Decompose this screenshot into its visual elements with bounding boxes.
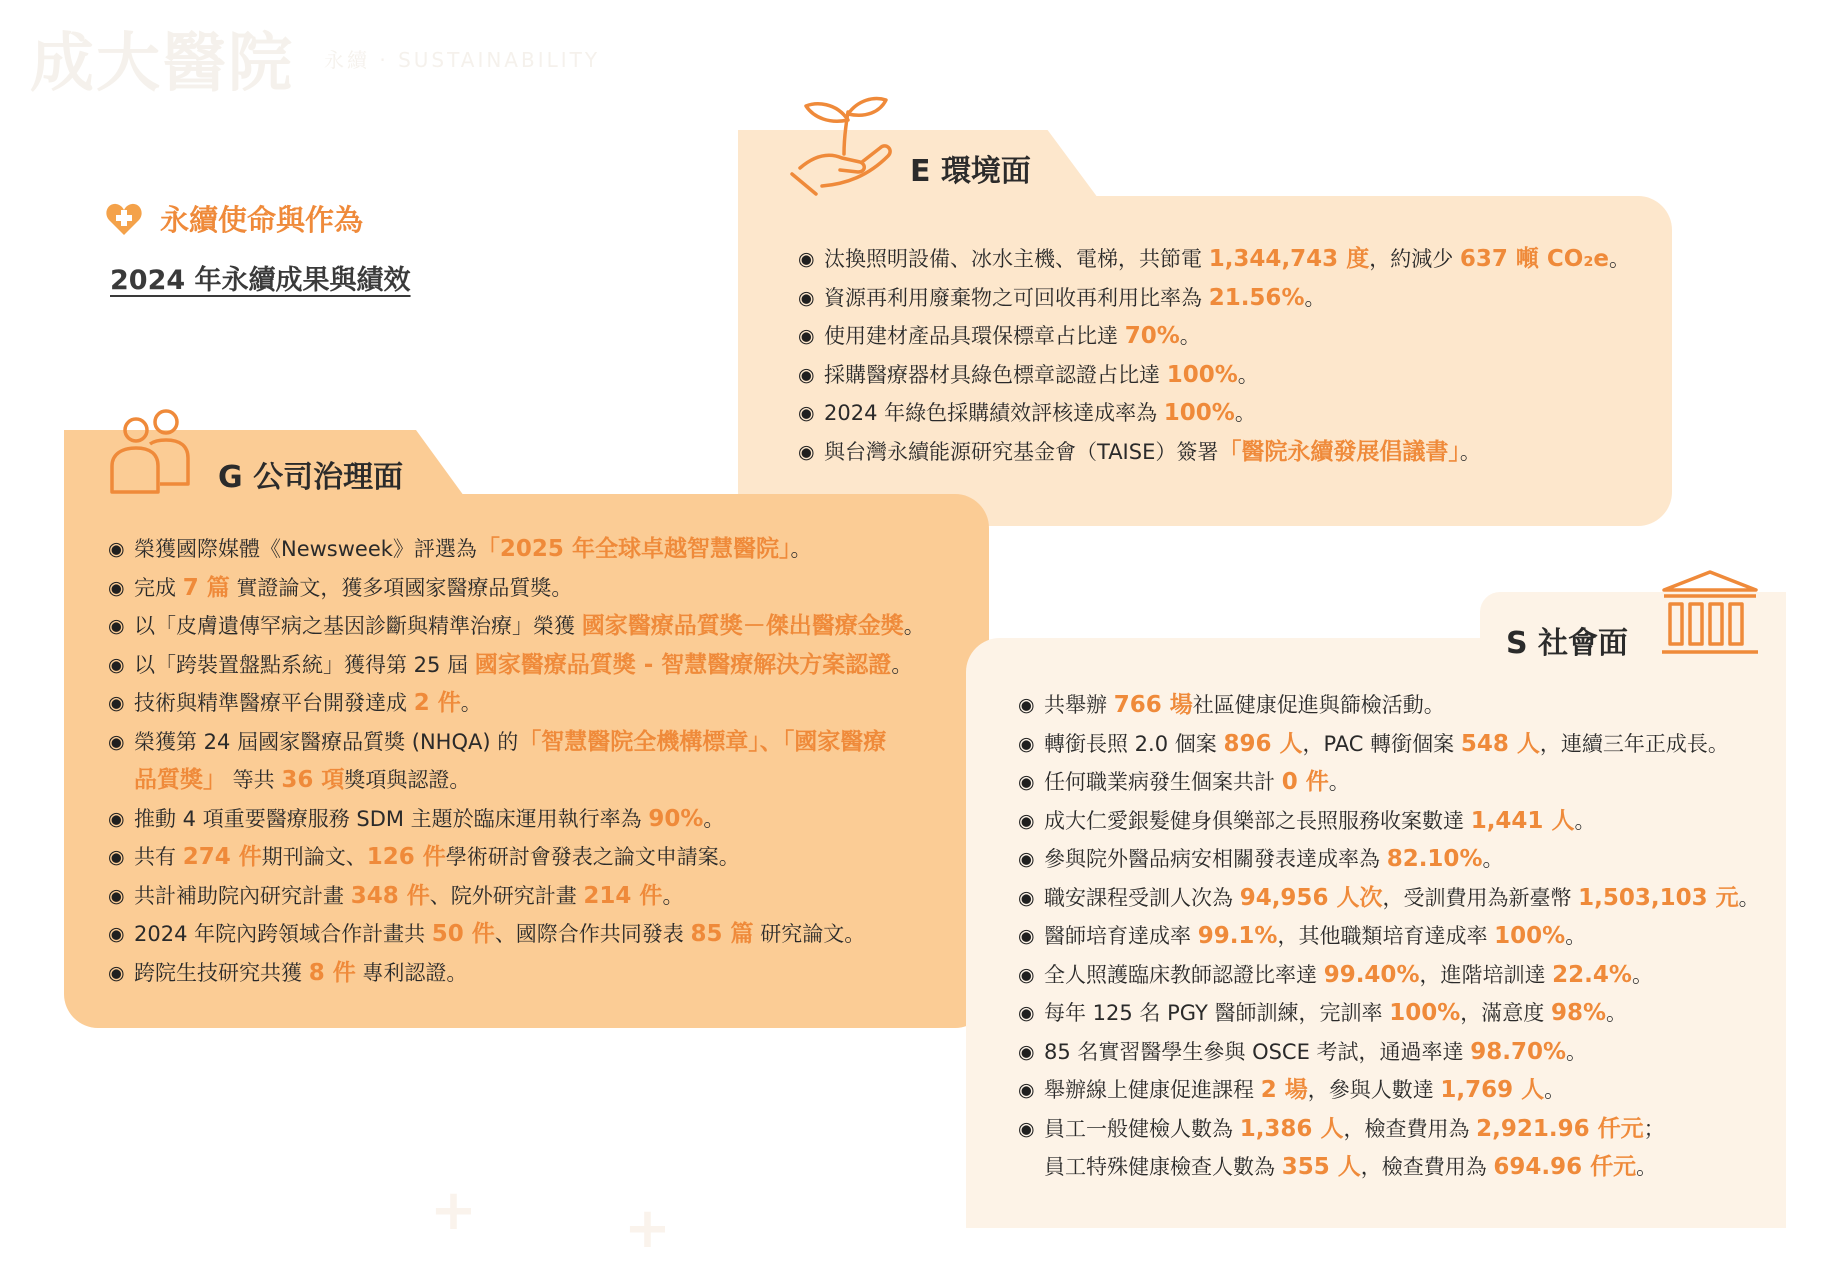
list-item: ◉ 2024 年院內跨領域合作計畫共 50 件、國際合作共同發表 85 篇 研究論文。 (108, 915, 925, 954)
social-list (1018, 686, 1760, 1187)
environment-list (798, 240, 1630, 471)
list-item: ◉ 每年 125 名 PGY 醫師訓練，完訓率 100%，滿意度 98%。 (1018, 994, 1760, 1033)
list-item: ◉ 全人照護臨床教師認證比率達 99.40%，進階培訓達 22.4%。 (1018, 956, 1760, 995)
plus-decoration: + (624, 1196, 671, 1261)
mission-title: 永續使命與作為 (160, 203, 364, 237)
list-item: ◉ 參與院外醫品病安相關發表達成率為 82.10%。 (1018, 840, 1760, 879)
list-item: ◉ 共有 274 件期刊論文、126 件學術研討會發表之論文申請案。 (108, 838, 925, 877)
page-subtitle: 2024 年永續成果與績效 (110, 265, 411, 296)
watermark-logo: 成大醫院 (30, 26, 294, 101)
list-item: ◉ 共舉辦 766 場社區健康促進與篩檢活動。 (1018, 686, 1760, 725)
list-item: ◉ 完成 7 篇 實證論文，獲多項國家醫療品質獎。 (108, 569, 925, 608)
list-item: ◉ 任何職業病發生個案共計 0 件。 (1018, 763, 1760, 802)
list-item: ◉ 職安課程受訓人次為 94,956 人次，受訓費用為新臺幣 1,503,103 元。 (1018, 879, 1760, 918)
plus-decoration: + (430, 1178, 477, 1243)
list-item: ◉ 技術與精準醫療平台開發達成 2 件。 (108, 684, 925, 723)
list-item: ◉ 榮獲國際媒體《Newsweek》評選為「2025 年全球卓越智慧醫院」。 (108, 530, 925, 569)
list-item: ◉ 採購醫療器材具綠色標章認證占比達 100%。 (798, 356, 1630, 395)
environment-heading: E 環境面 (910, 154, 1031, 189)
mission-header (104, 198, 363, 239)
list-item: ◉ 推動 4 項重要醫療服務 SDM 主題於臨床運用執行率為 90%。 (108, 800, 925, 839)
list-item: ◉ 轉銜長照 2.0 個案 896 人，PAC 轉銜個案 548 人，連續三年正成長。 (1018, 725, 1760, 764)
list-item: ◉ 跨院生技研究共獲 8 件 專利認證。 (108, 954, 925, 993)
list-item: ◉ 使用建材產品具環保標章占比達 70%。 (798, 317, 1630, 356)
list-item: ◉ 共計補助院內研究計畫 348 件、院外研究計畫 214 件。 (108, 877, 925, 916)
building-icon (1660, 568, 1760, 656)
list-item: ◉ 以「皮膚遺傳罕病之基因診斷與精準治療」榮獲 國家醫療品質獎－傑出醫療金獎。 (108, 607, 925, 646)
hand-sprout-icon (786, 92, 908, 198)
list-item: ◉ 與台灣永續能源研究基金會（TAISE）簽署「醫院永續發展倡議書」。 (798, 433, 1630, 472)
list-item: ◉ 榮獲第 24 屆國家醫療品質獎 (NHQA) 的「智慧醫院全機構標章」、「國家醫療 品質獎」 等共 36 項獎項與認證。 (108, 723, 925, 800)
watermark-text: 永續 · SUSTAINABILITY (324, 47, 601, 72)
watermark (30, 12, 600, 104)
list-item: ◉ 2024 年綠色採購績效評核達成率為 100%。 (798, 394, 1630, 433)
list-item: ◉ 成大仁愛銀髮健身俱樂部之長照服務收案數達 1,441 人。 (1018, 802, 1760, 841)
heart-plus-icon (104, 199, 144, 239)
people-icon (106, 408, 192, 496)
list-item: ◉ 資源再利用廢棄物之可回收再利用比率為 21.56%。 (798, 279, 1630, 318)
list-item: ◉ 醫師培育達成率 99.1%，其他職類培育達成率 100%。 (1018, 917, 1760, 956)
governance-heading: G 公司治理面 (218, 460, 404, 495)
list-item: ◉ 舉辦線上健康促進課程 2 場，參與人數達 1,769 人。 (1018, 1071, 1760, 1110)
list-item: ◉ 員工一般健檢人數為 1,386 人，檢查費用為 2,921.96 仟元； 員工特殊健康檢查人數為 355 人，檢查費用為 694.96 仟元。 (1018, 1110, 1760, 1187)
list-item: ◉ 汰換照明設備、冰水主機、電梯，共節電 1,344,743 度，約減少 637 噸 CO₂e。 (798, 240, 1630, 279)
list-item: ◉ 85 名實習醫學生參與 OSCE 考試，通過率達 98.70%。 (1018, 1033, 1760, 1072)
governance-list (108, 530, 925, 992)
list-item: ◉ 以「跨裝置盤點系統」獲得第 25 屆 國家醫療品質獎 - 智慧醫療解決方案認證。 (108, 646, 925, 685)
social-heading: S 社會面 (1506, 626, 1629, 661)
